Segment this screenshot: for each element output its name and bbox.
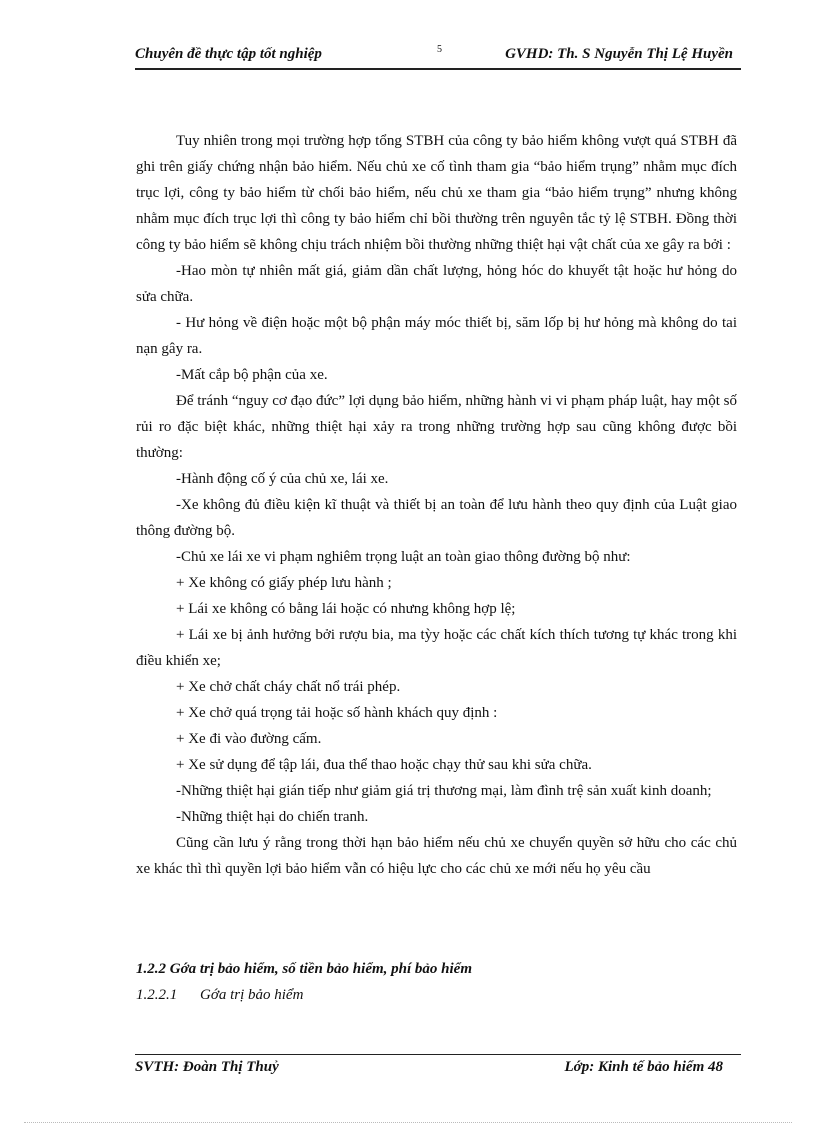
list-item: + Xe sử dụng để tập lái, đua thể thao hoặc chạy thử sau khi sửa chữa. <box>176 757 592 773</box>
list-item: -Mất cắp bộ phận của xe. <box>176 367 328 383</box>
list-item: -Hành động cố ý của chủ xe, lái xe. <box>176 471 389 487</box>
subsection-title: Gớa trị bảo hiểm <box>200 987 304 1003</box>
list-item: - Hư hỏng về điện hoặc một bộ phận máy móc thiết bị, săm lốp bị hư hỏng mà không do tai nạn gây ra. <box>136 315 737 357</box>
list-item: -Những thiệt hại gián tiếp như giảm giá trị thương mại, làm đình trệ sản xuất kinh doanh; <box>176 783 712 799</box>
subsection-heading <box>136 987 303 1004</box>
page-number: 5 <box>437 44 442 55</box>
list-item: + Lái xe không có bằng lái hoặc có nhưng không hợp lệ; <box>176 601 516 617</box>
subsection-number: 1.2.2.1 <box>136 987 178 1003</box>
footer-student: SVTH: Đoàn Thị Thuỷ <box>135 1059 279 1075</box>
list-item: -Những thiệt hại do chiến tranh. <box>176 809 369 825</box>
list-item: + Xe chở chất cháy chất nổ trái phép. <box>176 679 401 695</box>
header-supervisor: GVHD: Th. S Nguyễn Thị Lệ Huyền <box>505 46 733 62</box>
list-item: -Chủ xe lái xe vi phạm nghiêm trọng luật an toàn giao thông đường bộ như: <box>176 549 631 565</box>
list-item: -Hao mòn tự nhiên mất giá, giảm dần chất lượng, hỏng hóc do khuyết tật hoặc hư hỏng do sửa chữa. <box>136 263 737 305</box>
list-item: + Lái xe bị ảnh hưởng bởi rượu bia, ma tỳy hoặc các chất kích thích tương tự khác trong khi điều khiển xe; <box>136 627 737 669</box>
page-footer <box>135 1054 741 1079</box>
paragraph: Để tránh “nguy cơ đạo đức” lợi dụng bảo hiểm, những hành vi vi phạm pháp luật, hay một số rủi ro đặc biệt khác, những thiệt hại xảy ra trong những trường hợp sau cũng không được bồi thường: <box>136 393 737 461</box>
list-item: + Xe đi vào đường cấm. <box>176 731 322 747</box>
body-text <box>136 128 737 882</box>
page-header <box>135 44 741 70</box>
section-heading: 1.2.2 Gớa trị bảo hiểm, số tiền bảo hiểm, phí bảo hiểm <box>136 961 472 977</box>
header-title: Chuyên đề thực tập tốt nghiệp <box>135 46 322 62</box>
list-item: + Xe không có giấy phép lưu hành ; <box>176 575 392 591</box>
paragraph: Tuy nhiên trong mọi trường hợp tổng STBH của công ty bảo hiểm không vượt quá STBH đã ghi trên giấy chứng nhận bảo hiểm. Nếu chủ xe cố tình tham gia “bảo hiểm trụng” nhằm mục đích trục lợi, công ty bảo hiểm từ chối bảo hiểm, nếu chủ xe tham gia “bảo hiểm trụng” nhưng không nhằm mục đích trục lợi thì công ty bảo hiểm chỉ bồi thường trên nguyên tắc tỷ lệ STBH. Đồng thời công ty bảo hiểm sẽ không chịu trách nhiệm bồi thường những thiệt hại vật chất của xe gây ra bởi : <box>136 133 737 253</box>
footer-class: Lớp: Kinh tế bảo hiểm 48 <box>564 1059 723 1075</box>
paragraph: Cũng cần lưu ý rằng trong thời hạn bảo hiểm nếu chủ xe chuyển quyền sở hữu cho các chủ xe khác thì thì quyền lợi bảo hiểm vẫn có hiệu lực cho các chủ xe mới nếu họ yêu cầu <box>136 835 737 877</box>
list-item: + Xe chở quá trọng tải hoặc số hành khách quy định : <box>176 705 498 721</box>
list-item: -Xe không đủ điều kiện kĩ thuật và thiết bị an toàn để lưu hành theo quy định của Luật giao thông đường bộ. <box>136 497 737 539</box>
